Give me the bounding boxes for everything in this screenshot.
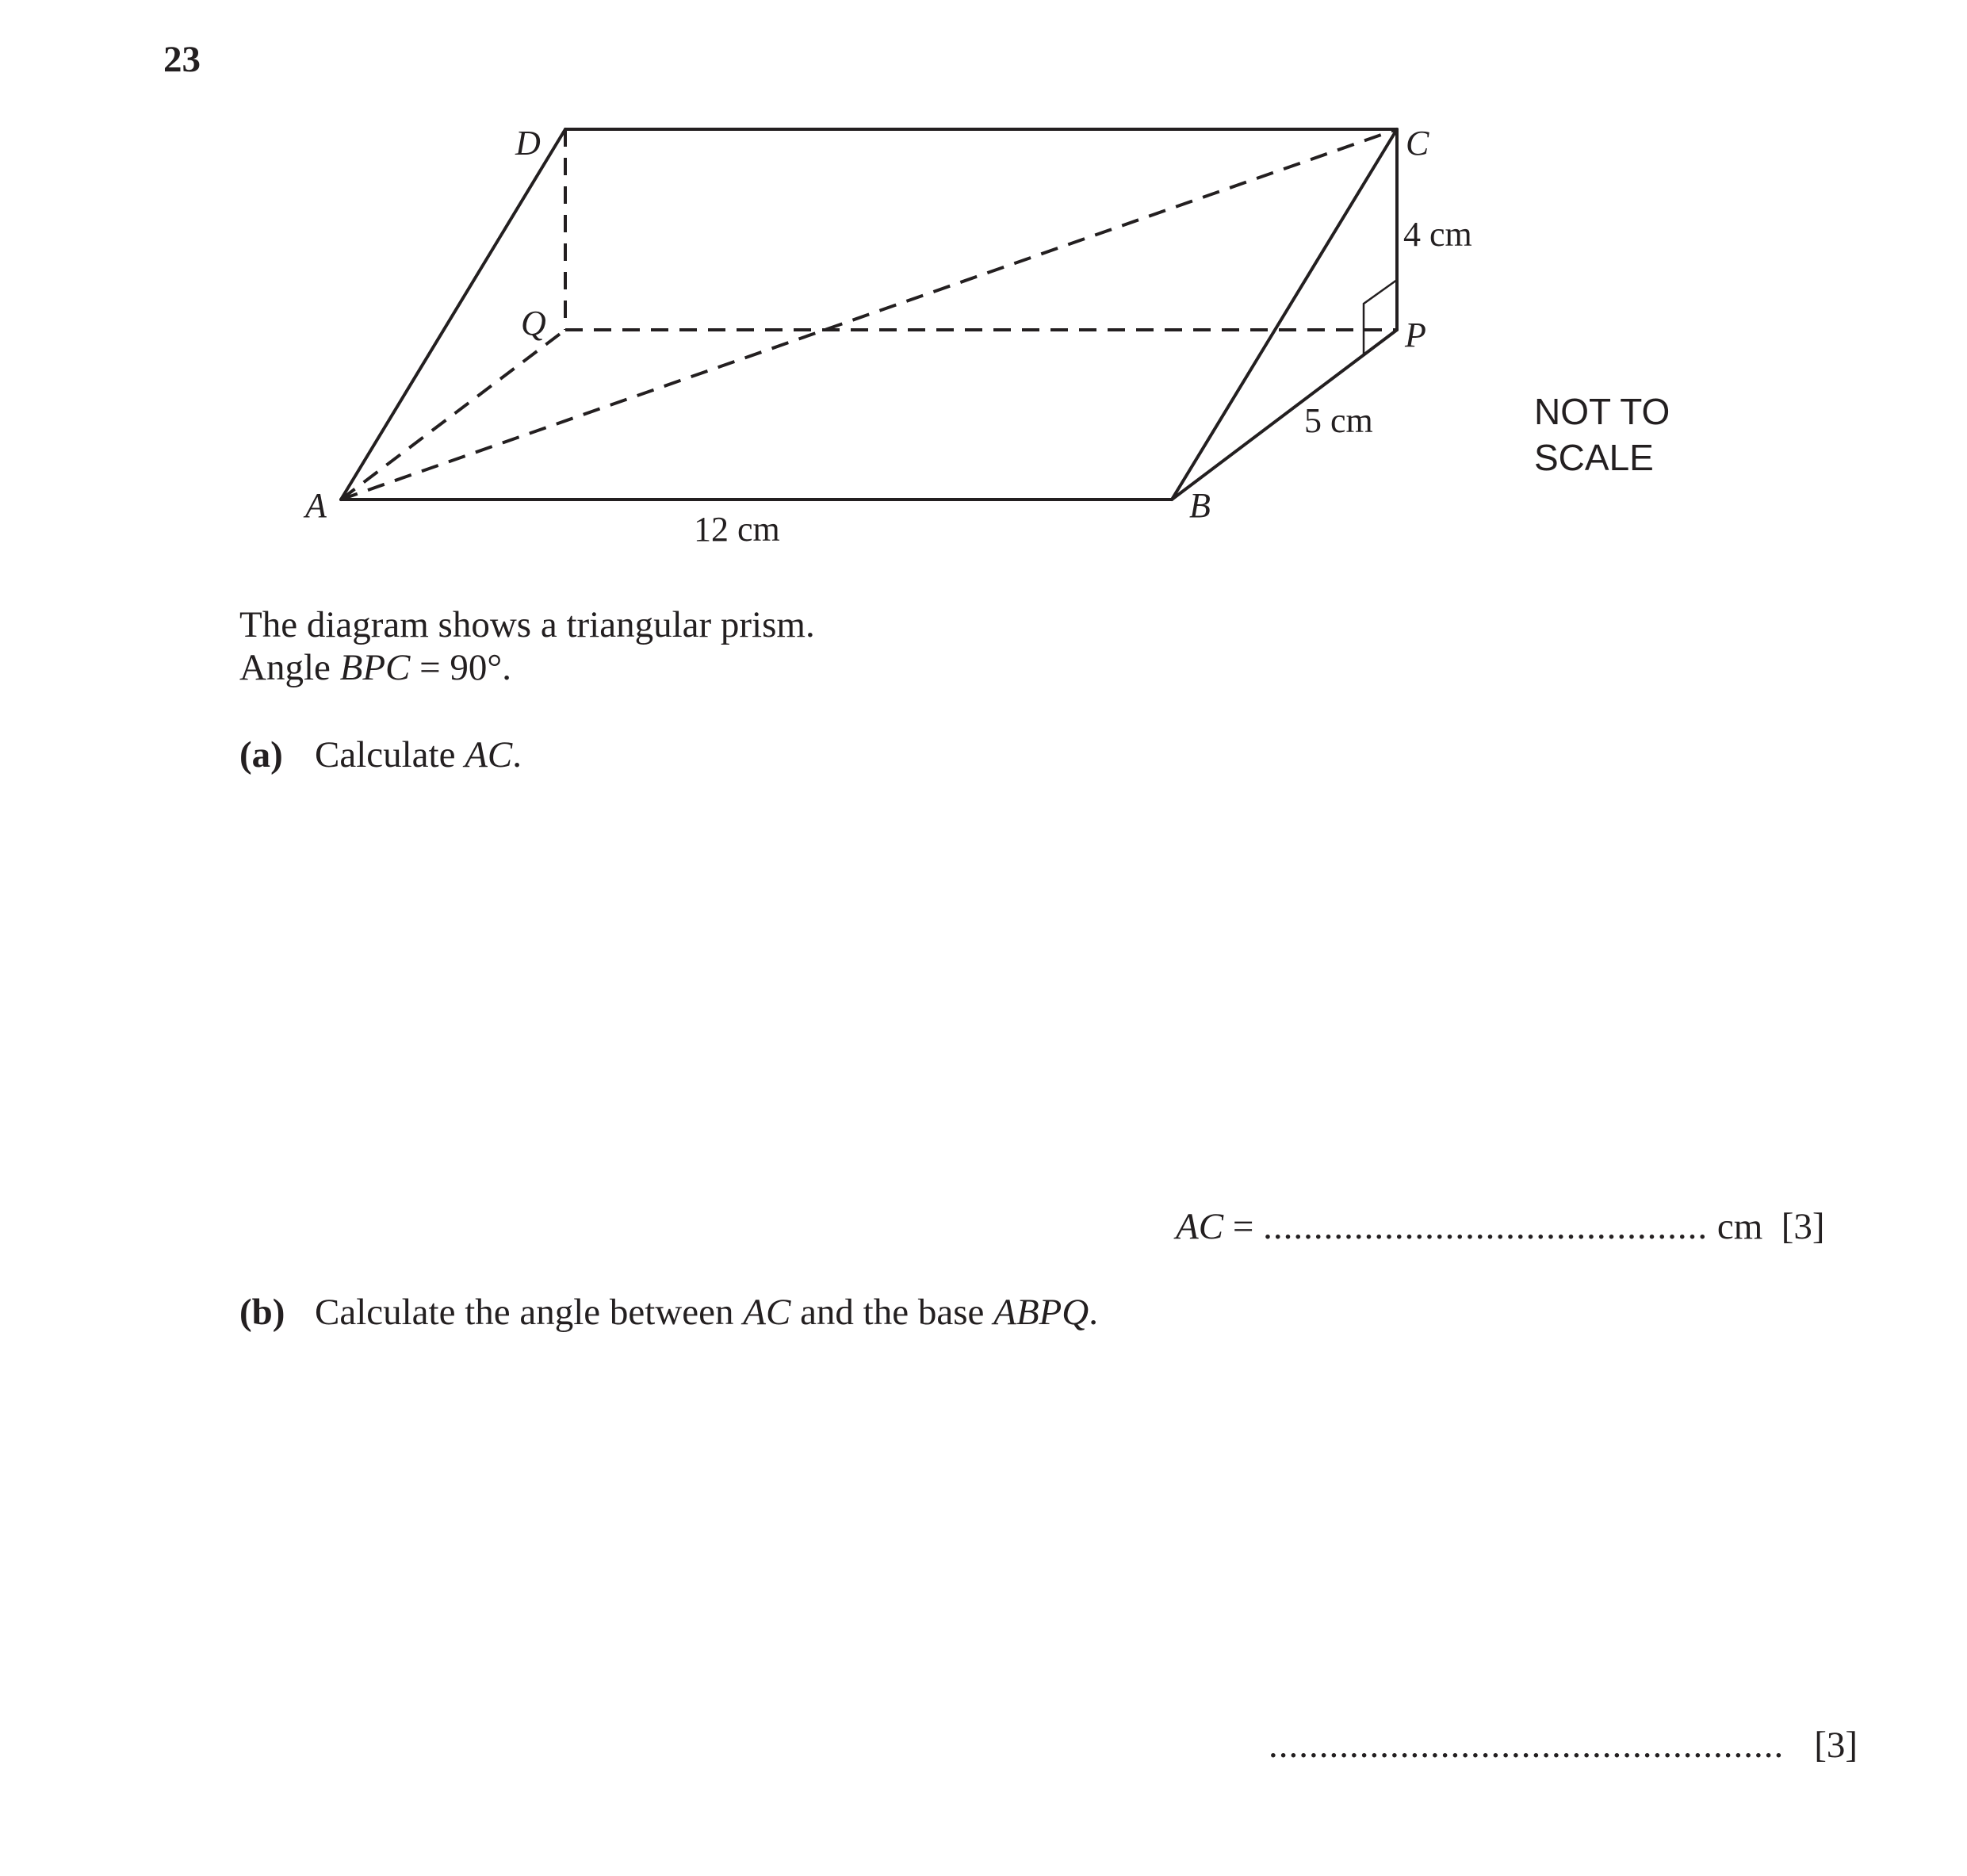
part-b-answer-line[interactable] [1269, 1727, 1858, 1764]
scale-note-line1: NOT TO [1534, 391, 1670, 432]
part-a-answer-eq: = [1223, 1206, 1264, 1247]
part-b-var-1: AC [743, 1292, 791, 1333]
part-a-label: (a) [239, 734, 283, 775]
hidden-edge-AQ [341, 330, 565, 500]
vertex-label-Q: Q [521, 304, 546, 343]
vertex-label-C: C [1406, 124, 1429, 163]
part-b-prompt: Calculate the angle between [315, 1292, 744, 1333]
intro-angle-value: = 90°. [410, 647, 511, 688]
part-b-prompt-mid: and the base [790, 1292, 994, 1333]
part-b-question [239, 1294, 1098, 1331]
length-label-CP: 4 cm [1403, 215, 1472, 254]
part-b-label: (b) [239, 1292, 285, 1333]
intro-line-2 [239, 649, 511, 687]
prism-diagram [0, 0, 1967, 634]
length-label-BP: 5 cm [1304, 401, 1373, 440]
part-a-answer-blank[interactable]: ............................................ [1263, 1206, 1709, 1247]
part-a-question [239, 734, 522, 775]
vertex-label-D: D [515, 124, 541, 163]
intro-angle-name: BPC [339, 647, 411, 688]
part-a-answer-line[interactable] [1176, 1208, 1825, 1246]
part-b-prompt-end: . [1089, 1292, 1098, 1333]
part-a-unit: cm [1708, 1206, 1781, 1247]
vertex-label-P: P [1405, 316, 1426, 354]
part-b-answer-blank[interactable]: ................................................... [1269, 1725, 1785, 1766]
vertex-label-A: A [305, 486, 327, 525]
part-a-answer-var: AC [1176, 1206, 1224, 1247]
length-label-AB: 12 cm [694, 510, 780, 549]
part-a-prompt-end: . [512, 734, 522, 775]
intro-line-1: The diagram shows a triangular prism. [239, 604, 815, 645]
question-number: 23 [163, 39, 201, 80]
intro-angle-prefix: Angle [239, 647, 340, 688]
diagonal-AC [341, 129, 1397, 500]
part-a-prompt: Calculate [315, 734, 465, 775]
part-b-marks: [3] [1814, 1725, 1858, 1766]
vertex-label-B: B [1189, 486, 1211, 525]
scale-note-line2: SCALE [1534, 437, 1654, 478]
part-b-var-2: ABPQ [993, 1292, 1089, 1333]
part-a-marks: [3] [1781, 1206, 1825, 1247]
part-a-var: AC [465, 734, 513, 775]
